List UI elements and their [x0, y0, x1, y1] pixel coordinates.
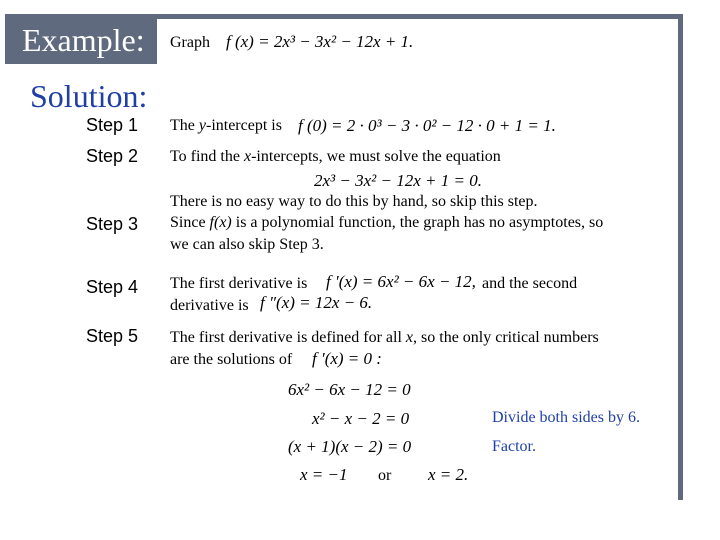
- step-2-equation: 2x³ − 3x² − 12x + 1 = 0.: [314, 171, 482, 190]
- work-or: or: [378, 467, 392, 484]
- step-4-second-derivative: f ″(x) = 12x − 6.: [260, 293, 373, 312]
- work-note-factor: Factor.: [492, 438, 536, 455]
- step-2-text: To find the x-intercepts, we must solve the equation: [170, 148, 501, 165]
- step-4-text-1: The first derivative is: [170, 275, 308, 292]
- step-5-math: f ′(x) = 0 :: [312, 349, 382, 368]
- step-1-label: Step 1: [86, 115, 139, 135]
- work-equation-3: (x + 1)(x − 2) = 0: [288, 437, 412, 456]
- step-4-text-3: derivative is: [170, 297, 249, 314]
- step-1-text: The y-intercept is: [170, 117, 282, 134]
- frame-right-border: [678, 14, 683, 500]
- step-4-first-derivative: f ′(x) = 6x² − 6x − 12,: [326, 272, 476, 291]
- step-3-label: Step 3: [86, 214, 139, 234]
- step-5-label: Step 5: [86, 326, 139, 346]
- example-label: Example:: [22, 22, 145, 58]
- step-3-line-3: we can also skip Step 3.: [170, 236, 324, 253]
- step-4-text-2: and the second: [482, 275, 578, 292]
- task-word: Graph: [170, 34, 210, 51]
- step-3-line-1: There is no easy way to do this by hand, so skip this step.: [170, 193, 538, 210]
- work-solution-right: x = 2.: [428, 465, 469, 484]
- work-note-divide: Divide both sides by 6.: [492, 409, 640, 426]
- solution-label: Solution:: [30, 78, 148, 114]
- step-3-line-2: Since f(x) is a polynomial function, the graph has no asymptotes, so: [170, 214, 604, 231]
- step-2-label: Step 2: [86, 146, 139, 166]
- work-solution-left: x = −1: [300, 465, 348, 484]
- task-function: f (x) = 2x³ − 3x² − 12x + 1.: [226, 32, 414, 51]
- step-4-label: Step 4: [86, 277, 139, 297]
- step-5-line-1: The first derivative is defined for all x, so the only critical numbers: [170, 329, 599, 346]
- step-5-line-2: are the solutions of: [170, 351, 293, 368]
- work-equation-1: 6x² − 6x − 12 = 0: [288, 380, 411, 399]
- step-1-math: f (0) = 2 · 0³ − 3 · 0² − 12 · 0 + 1 = 1.: [298, 116, 556, 135]
- work-equation-2: x² − x − 2 = 0: [312, 409, 410, 428]
